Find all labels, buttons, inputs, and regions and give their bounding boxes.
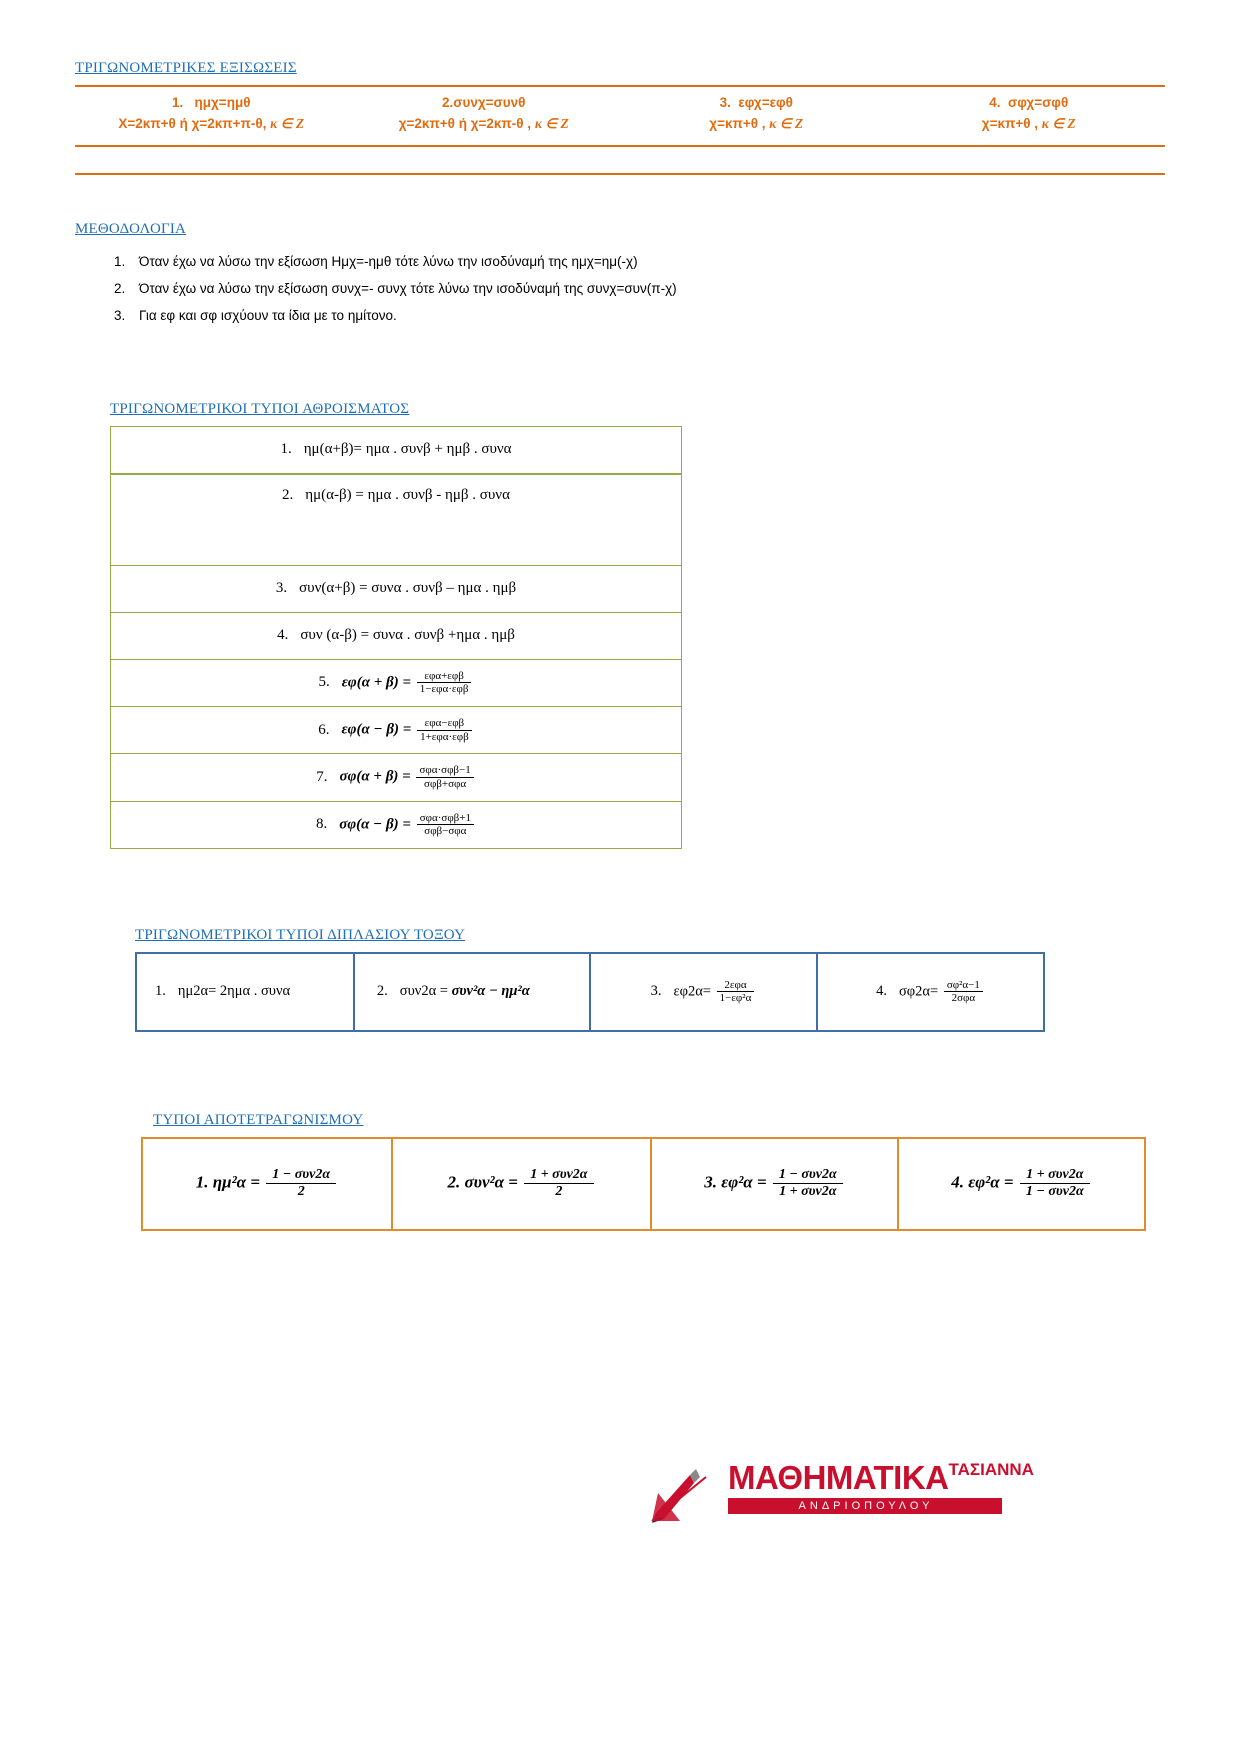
power-reduction-4-fraction bbox=[1020, 1167, 1090, 1200]
table-row bbox=[111, 612, 682, 659]
sum-formula-2-number: 2. bbox=[282, 486, 294, 503]
fraction-numerator: 2εφα bbox=[717, 979, 755, 993]
table-row bbox=[111, 754, 682, 801]
equation-3-condition: κ ∈ Ζ bbox=[769, 115, 804, 131]
methodology-item: 2. Όταν έχω να λύσω την εξίσωση συνχ=- συνχ τότε λύνω την ισοδύναμή της συνχ=συν(π-χ) bbox=[129, 275, 1165, 302]
double-angle-4-lhs: σφ2α= bbox=[898, 983, 939, 1000]
fraction-denominator: 1 + συν2α bbox=[779, 1184, 837, 1200]
sum-formula-cell-8 bbox=[111, 801, 682, 848]
table-row bbox=[111, 565, 682, 612]
equation-2-line: χ=2κπ+θ ή χ=2κπ-θ , bbox=[398, 115, 532, 131]
fraction-denominator: σφβ+σφα bbox=[424, 778, 467, 791]
double-angle-cell-2 bbox=[354, 953, 590, 1031]
sum-formulas-table bbox=[110, 426, 682, 849]
sum-formula-5-lhs: εφ(α + β) = bbox=[341, 674, 412, 691]
equation-4-head: σφχ=σφθ bbox=[1008, 95, 1069, 110]
double-angle-4-number: 4. bbox=[876, 983, 887, 1000]
sum-formula-2-text: ημ(α-β) = ημα . συνβ - ημβ . συνα bbox=[305, 486, 510, 503]
methodology-item: 1. Όταν έχω να λύσω την εξίσωση Ημχ=-ημθ τότε λύνω την ισοδύναμή της ημχ=ημ(-χ) bbox=[129, 248, 1165, 275]
equation-3-head: εφχ=εφθ bbox=[738, 95, 793, 110]
equations-row bbox=[75, 93, 1165, 135]
fraction-denominator: 1+εφα·εφβ bbox=[420, 730, 469, 743]
double-angle-title: ΤΡΙΓΩΝΟΜΕΤΡΙΚΟΙ ΤΥΠΟΙ ΔΙΠΛΑΣΙΟΥ ΤΟΞΟΥ bbox=[135, 926, 466, 943]
power-reduction-2-fraction bbox=[524, 1167, 593, 1200]
power-reduction-2-lhs: 2. συν²α = bbox=[447, 1172, 518, 1192]
methodology-list bbox=[75, 248, 1165, 329]
fraction-numerator: σφα·σφβ−1 bbox=[416, 764, 473, 778]
double-angle-2-rhs: συν²α − ημ²α bbox=[451, 983, 530, 1000]
sum-formula-cell-1 bbox=[111, 426, 682, 474]
fraction-numerator: σφ²α−1 bbox=[944, 979, 983, 993]
sum-formulas-title: ΤΡΙΓΩΝΟΜΕΤΡΙΚΟΙ ΤΥΠΟΙ ΑΘΡΟΙΣΜΑΤΟΣ bbox=[110, 400, 410, 417]
power-reduction-3-lhs: 3. εφ²α = bbox=[704, 1172, 767, 1192]
table-row bbox=[136, 953, 1044, 1031]
logo-main-text bbox=[728, 1461, 1034, 1494]
sum-formula-7-fraction bbox=[416, 764, 473, 790]
fraction-denominator: 2 bbox=[297, 1184, 305, 1200]
power-reduction-cell-2 bbox=[392, 1138, 651, 1230]
sum-formula-8-lhs: σφ(α − β) = bbox=[339, 816, 411, 833]
fraction-denominator: 1 − συν2α bbox=[1025, 1184, 1084, 1200]
pencil-triangle-icon bbox=[650, 1463, 720, 1525]
sum-formula-1-number: 1. bbox=[280, 441, 292, 458]
sum-formula-6-number: 6. bbox=[318, 721, 330, 738]
power-reduction-1-fraction bbox=[266, 1167, 336, 1200]
sum-formula-6-fraction bbox=[417, 717, 472, 743]
sum-formula-cell-6 bbox=[111, 707, 682, 754]
section-methodology bbox=[75, 221, 1165, 329]
sum-formula-cell-7 bbox=[111, 754, 682, 801]
table-row bbox=[111, 426, 682, 474]
double-angle-table bbox=[135, 952, 1045, 1032]
table-row bbox=[111, 707, 682, 754]
sum-formula-7-number: 7. bbox=[316, 768, 328, 785]
equation-3-number: 3. bbox=[719, 95, 731, 110]
fraction-denominator: 2 bbox=[555, 1184, 563, 1200]
brand-logo bbox=[650, 1455, 1050, 1535]
power-reduction-cell-3 bbox=[651, 1138, 898, 1230]
double-angle-3-lhs: εφ2α= bbox=[673, 983, 711, 1000]
table-row bbox=[142, 1138, 1145, 1230]
power-reduction-title: ΤΥΠΟΙ ΑΠΟΤΕΤΡΑΓΩΝΙΣΜΟΥ bbox=[153, 1111, 364, 1128]
power-reduction-3-fraction bbox=[773, 1167, 843, 1200]
equations-table bbox=[75, 85, 1165, 147]
fraction-denominator: 2σφα bbox=[951, 992, 976, 1005]
equation-cell-3 bbox=[620, 93, 893, 135]
equation-1-line: Χ=2κπ+θ ή χ=2κπ+π-θ, bbox=[118, 115, 267, 131]
fraction-numerator: εφα+εφβ bbox=[417, 670, 472, 684]
power-reduction-4-lhs: 4. εφ²α = bbox=[951, 1172, 1014, 1192]
equation-cell-1 bbox=[75, 93, 348, 135]
double-angle-1-text: ημ2α= 2ημα . συνα bbox=[177, 983, 291, 1000]
power-reduction-1-lhs: 1. ημ²α = bbox=[195, 1172, 261, 1192]
double-angle-2-number: 2. bbox=[376, 983, 388, 1000]
section-power-reduction bbox=[75, 1112, 1165, 1231]
sum-formula-3-text: συν(α+β) = συνα . συνβ – ημα . ημβ bbox=[299, 580, 517, 597]
double-angle-2-lhs: συν2α = bbox=[399, 983, 448, 1000]
equation-4-condition: κ ∈ Ζ bbox=[1041, 115, 1076, 131]
power-reduction-table bbox=[141, 1137, 1146, 1231]
logo-sup-label: ΤΑΣΙΑΝΝΑ bbox=[948, 1460, 1034, 1479]
double-angle-4-fraction bbox=[944, 979, 983, 1005]
fraction-numerator: 1 + συν2α bbox=[1020, 1167, 1090, 1184]
double-angle-cell-1 bbox=[136, 953, 354, 1031]
sum-formula-1-text: ημ(α+β)= ημα . συνβ + ημβ . συνα bbox=[303, 441, 512, 458]
double-angle-cell-4 bbox=[817, 953, 1044, 1031]
sum-formula-8-fraction bbox=[417, 812, 474, 838]
table-row bbox=[111, 659, 682, 706]
equation-4-number: 4. bbox=[989, 95, 1001, 110]
sum-formula-7-lhs: σφ(α + β) = bbox=[339, 768, 411, 785]
sum-formula-cell-3 bbox=[111, 565, 682, 612]
power-reduction-cell-4 bbox=[898, 1138, 1145, 1230]
fraction-denominator: 1−εφ²α bbox=[719, 992, 752, 1005]
equation-1-number: 1. bbox=[172, 95, 184, 110]
sum-formula-cell-2 bbox=[111, 474, 682, 566]
equation-3-line: χ=κπ+θ , bbox=[709, 115, 766, 131]
sum-formula-8-number: 8. bbox=[315, 816, 328, 833]
fraction-numerator: 1 − συν2α bbox=[773, 1167, 843, 1184]
sum-formula-5-fraction bbox=[417, 670, 472, 696]
equation-1-condition: κ ∈ Ζ bbox=[270, 115, 305, 131]
sum-formula-4-text: συν (α-β) = συνα . συνβ +ημα . ημβ bbox=[300, 627, 515, 644]
logo-text bbox=[728, 1461, 1034, 1514]
equation-2-number: 2. bbox=[442, 95, 454, 110]
equations-bottom-rule bbox=[75, 173, 1165, 175]
sum-formula-cell-4 bbox=[111, 612, 682, 659]
equations-title: ΤΡΙΓΩΝΟΜΕΤΡΙΚΕΣ ΕΞΙΣΩΣΕΙΣ bbox=[75, 60, 297, 76]
fraction-numerator: εφα−εφβ bbox=[417, 717, 472, 731]
equation-2-head: συνχ=συνθ bbox=[453, 95, 526, 110]
section-sum-formulas bbox=[75, 401, 1165, 849]
fraction-numerator: σφα·σφβ+1 bbox=[417, 812, 474, 826]
double-angle-3-fraction bbox=[717, 979, 755, 1005]
table-row bbox=[111, 801, 682, 848]
equation-1-head: ημχ=ημθ bbox=[194, 95, 251, 110]
sum-formula-5-number: 5. bbox=[318, 674, 330, 691]
double-angle-1-number: 1. bbox=[155, 983, 166, 1000]
fraction-numerator: 1 + συν2α bbox=[524, 1167, 593, 1184]
double-angle-cell-3 bbox=[590, 953, 817, 1031]
methodology-item: 3. Για εφ και σφ ισχύουν τα ίδια με το ημίτονο. bbox=[129, 302, 1165, 329]
logo-sub-label: ΑΝΔΡΙΟΠΟΥΛΟΥ bbox=[728, 1498, 1002, 1514]
sum-formula-cell-5 bbox=[111, 659, 682, 706]
sum-formula-6-lhs: εφ(α − β) = bbox=[341, 721, 412, 738]
sum-formula-4-number: 4. bbox=[277, 627, 289, 644]
fraction-numerator: 1 − συν2α bbox=[266, 1167, 336, 1184]
fraction-denominator: σφβ−σφα bbox=[424, 825, 467, 838]
equation-cell-2 bbox=[348, 93, 621, 135]
fraction-denominator: 1−εφα·εφβ bbox=[419, 683, 469, 696]
section-double-angle bbox=[75, 927, 1165, 1032]
equation-2-condition: κ ∈ Ζ bbox=[534, 115, 569, 131]
methodology-title: ΜΕΘΟΔΟΛΟΓΙΑ bbox=[75, 220, 187, 237]
power-reduction-cell-1 bbox=[142, 1138, 392, 1230]
section-equations bbox=[75, 60, 1165, 175]
table-row bbox=[111, 474, 682, 566]
equation-4-line: χ=κπ+θ , bbox=[981, 115, 1038, 131]
sum-formula-3-number: 3. bbox=[275, 580, 288, 597]
double-angle-3-number: 3. bbox=[650, 983, 662, 1000]
equation-cell-4 bbox=[893, 93, 1166, 135]
logo-main-label: ΜΑΘΗΜΑΤΙΚΑ bbox=[728, 1459, 949, 1496]
